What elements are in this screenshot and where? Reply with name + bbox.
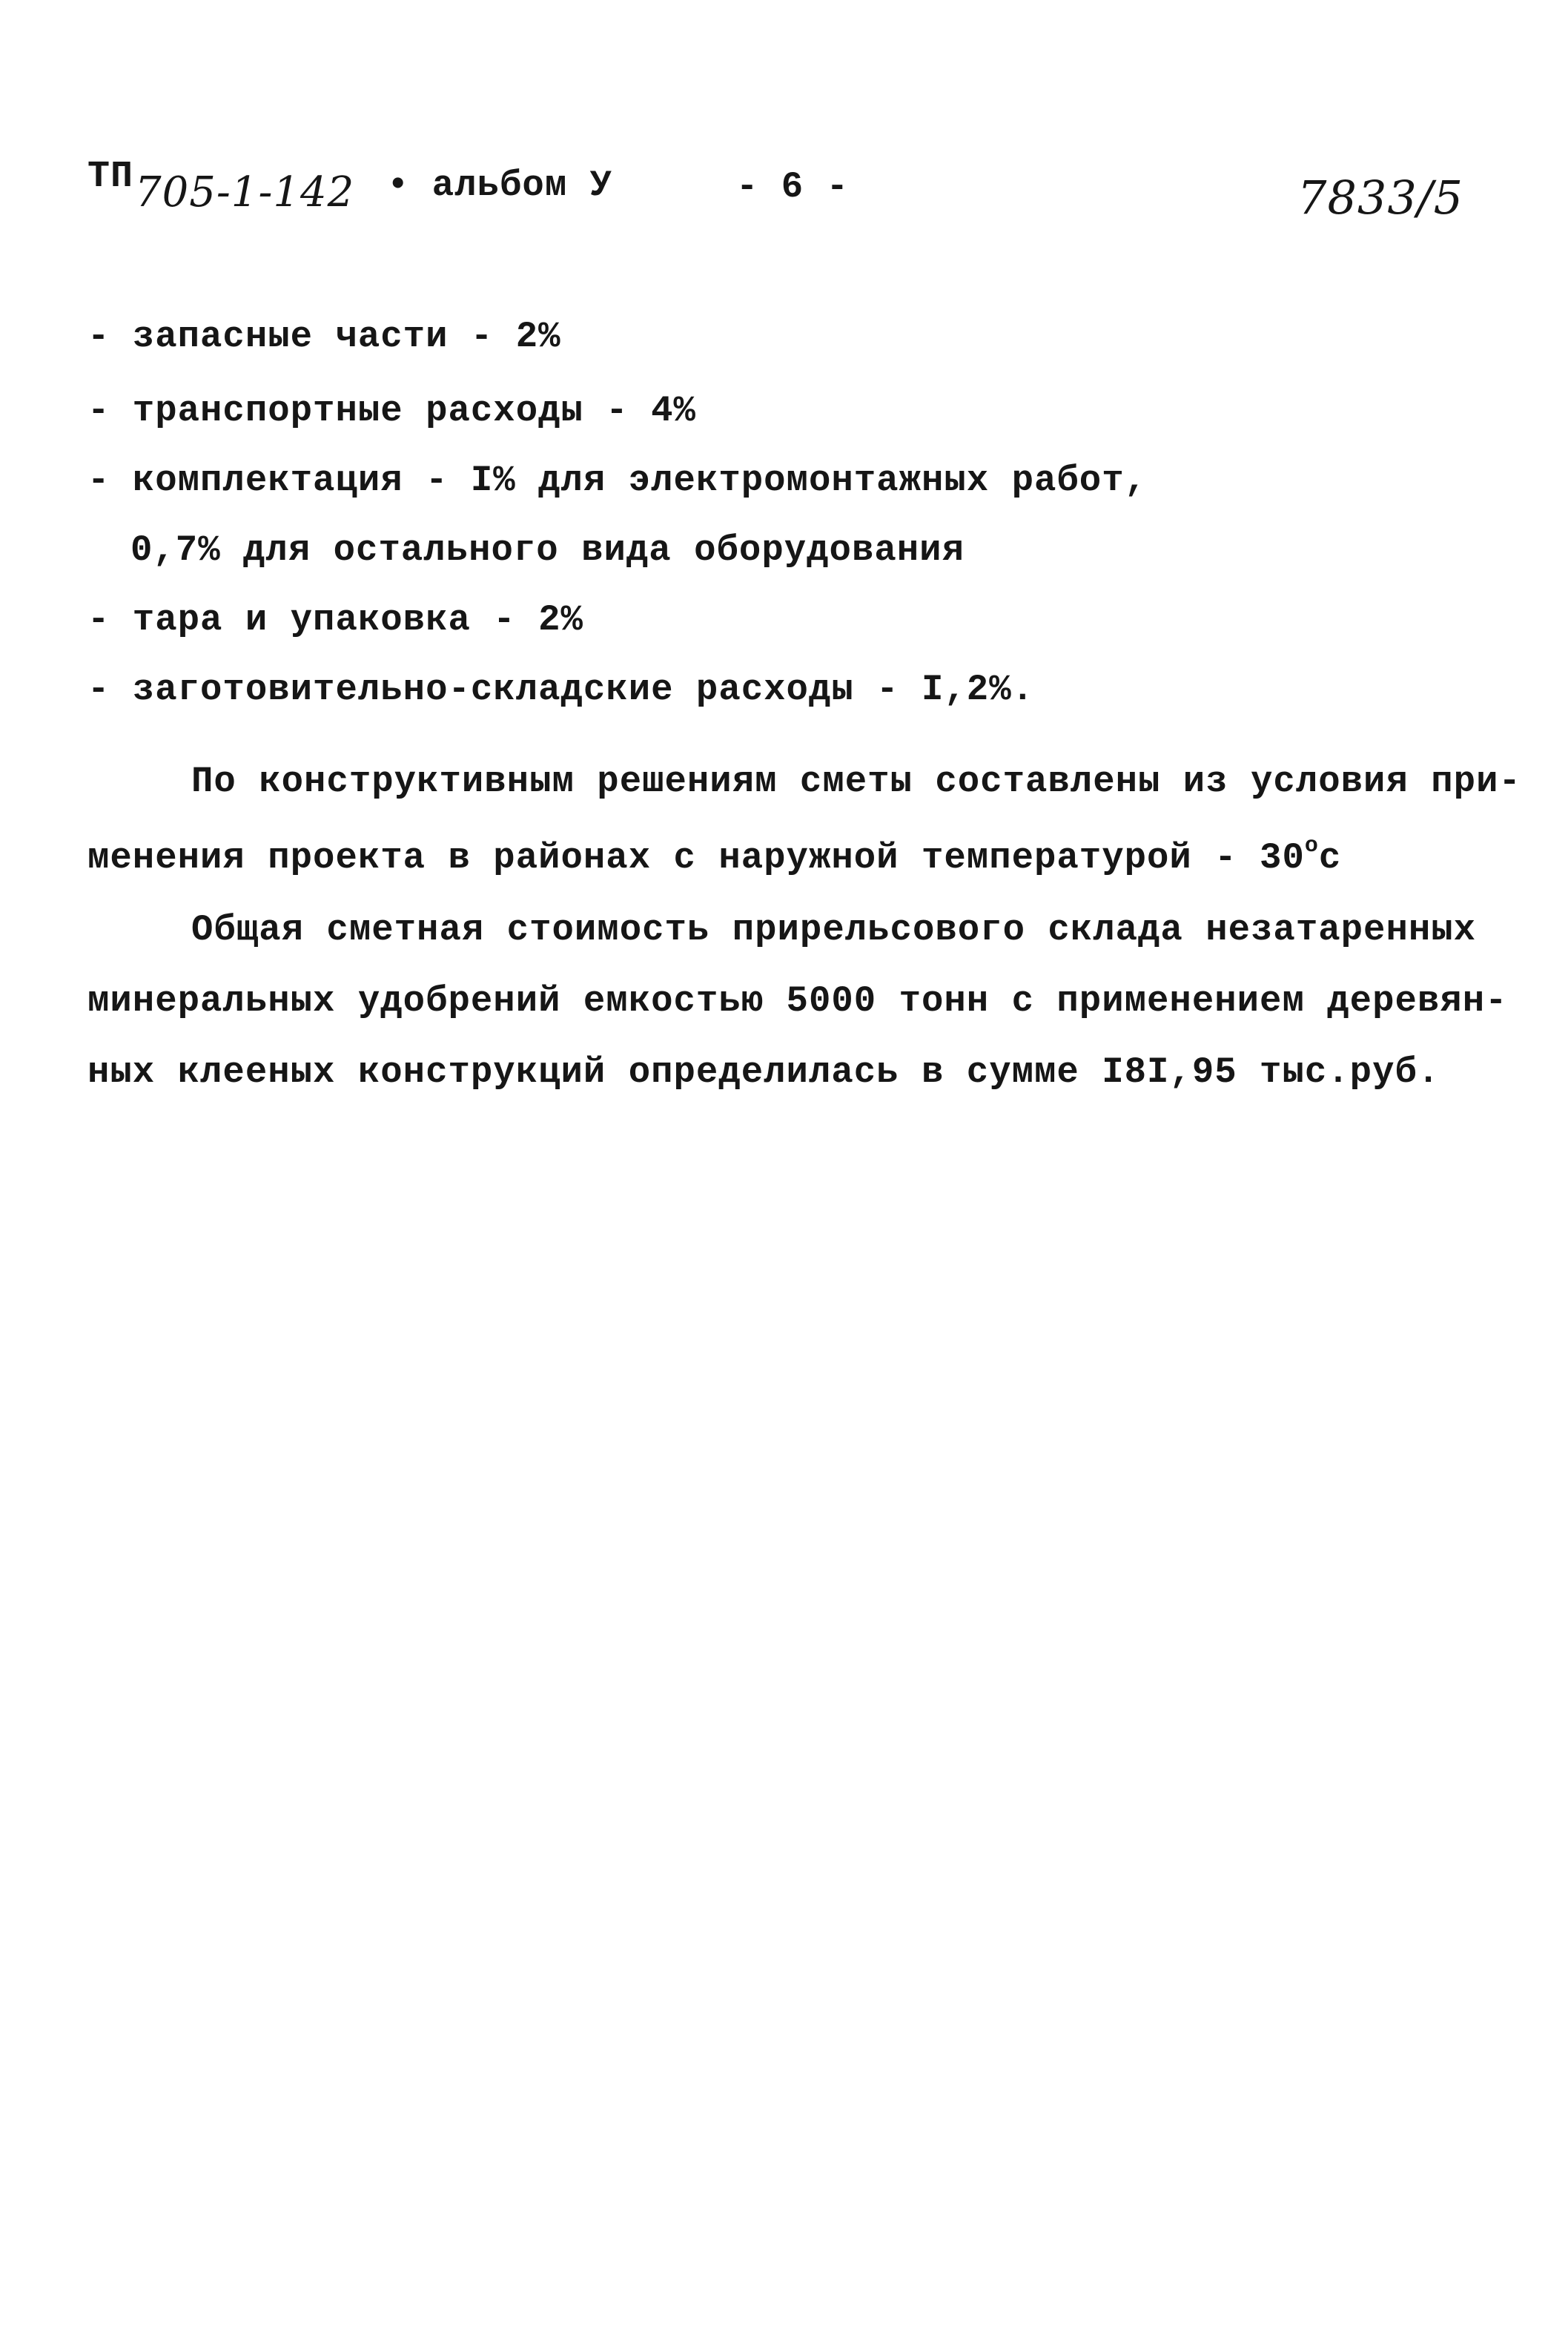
- list-item-continuation: 0,7% для остального вида оборудования: [130, 529, 965, 571]
- paragraph-line: [87, 833, 1342, 879]
- list-item: - комплектация - I% для электромонтажных работ,: [87, 460, 1148, 501]
- paragraph-line: По конструктивным решениям сметы составлены из условия при-: [191, 761, 1521, 802]
- doc-prefix: ТП: [87, 156, 134, 198]
- degree-sign: о: [1304, 833, 1319, 859]
- paragraph-line: Общая сметная стоимость прирельсового склада незатаренных: [191, 909, 1477, 951]
- paragraph-line: ных клееных конструкций определилась в сумме I8I,95 тыс.руб.: [87, 1051, 1440, 1093]
- sheet-code-handwritten: 7833/5: [1297, 171, 1464, 225]
- paragraph-line: минеральных удобрений емкостью 5000 тонн с применением деревян-: [87, 980, 1508, 1022]
- paragraph-text: менения проекта в районах с наружной температурой - 30: [87, 837, 1305, 879]
- album-label: • альбом У: [387, 165, 613, 206]
- page-number: - 6 -: [736, 166, 850, 208]
- list-item: - заготовительно-складские расходы - I,2%.: [87, 669, 1035, 710]
- list-item: - транспортные расходы - 4%: [87, 390, 696, 432]
- doc-number-handwritten: 705-1-142: [135, 168, 355, 217]
- paragraph-text-end: с: [1318, 837, 1342, 879]
- list-item: - тара и упаковка - 2%: [87, 599, 583, 641]
- list-item: - запасные части - 2%: [87, 316, 561, 357]
